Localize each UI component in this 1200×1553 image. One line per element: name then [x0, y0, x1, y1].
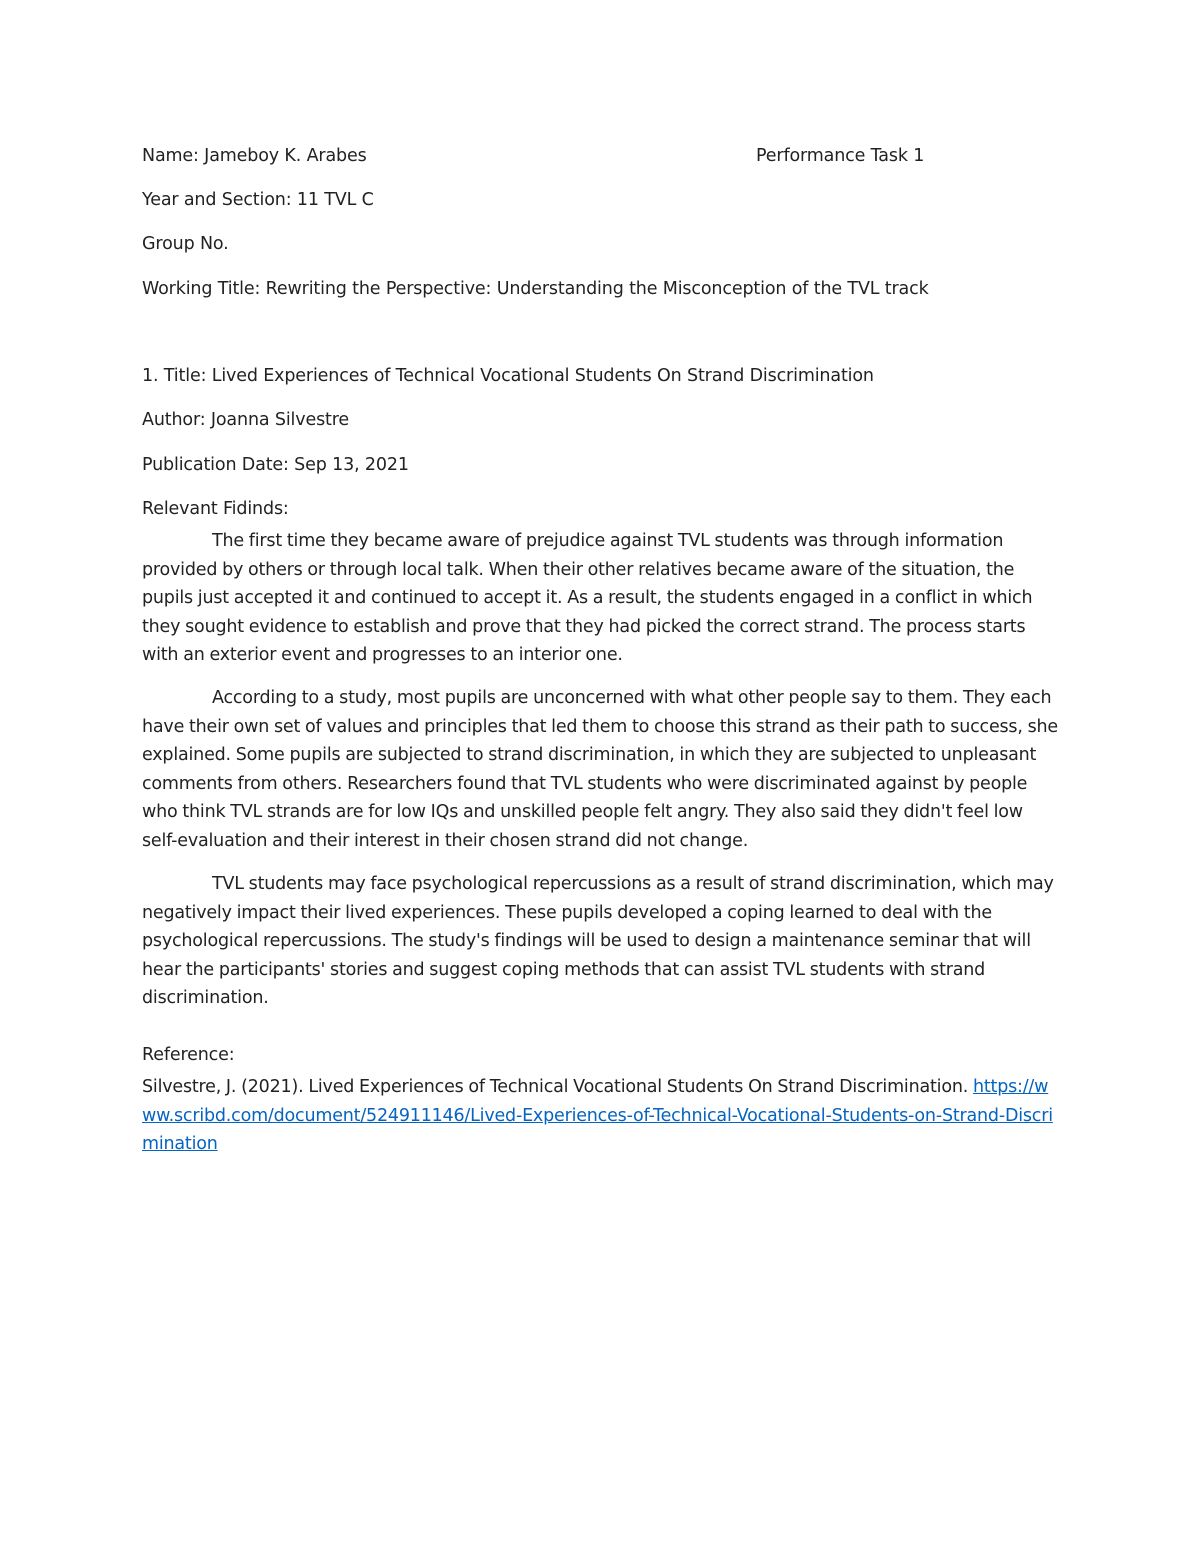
findings-paragraph-2: According to a study, most pupils are unconcerned with what other people say to them. They each have their own set of values and principles that led them to choose this strand as their path to success, she explained. Some pupils are subjected to strand discrimination, in which they are subjected to unpleasant comments from others. Researchers found that TVL students who were discriminated against by people who think TVL strands are for low IQs and unskilled people felt angry. They also said they didn't feel low self-evaluation and their interest in their chosen strand did not change. [142, 688, 1058, 851]
working-title: Working Title: Rewriting the Perspective: Understanding the Misconception of the TVL track [142, 279, 929, 299]
student-name: Name: Jameboy K. Arabes [142, 146, 367, 166]
findings-label: Relevant Fidinds: [142, 499, 289, 519]
task-label: Performance Task 1 [756, 146, 925, 166]
publication-date: Publication Date: Sep 13, 2021 [142, 455, 409, 475]
findings-paragraph-1: The first time they became aware of prejudice against TVL students was through information provided by others or through local talk. When their other relatives became aware of the situation, the pupils just accepted it and continued to accept it. As a result, the students engaged in a conflict in which they sought evidence to establish and prove that they had picked the correct strand. The process starts with an exterior event and progresses to an interior one. [142, 531, 1033, 666]
reference-link[interactable]: https://www.scribd.com/document/524911146/Lived-Experiences-of-Technical-Vocational-Students-on-Strand-Discrimination [142, 1077, 1053, 1155]
reference-entry [142, 1073, 1062, 1159]
source-author: Author: Joanna Silvestre [142, 410, 350, 430]
year-section: Year and Section: 11 TVL C [142, 190, 374, 210]
group-number: Group No. [142, 234, 229, 254]
reference-citation: Silvestre, J. (2021). Lived Experiences of Technical Vocational Students On Strand Discrimination. [142, 1077, 969, 1097]
source-title: 1. Title: Lived Experiences of Technical Vocational Students On Strand Discrimination [142, 366, 874, 386]
findings-paragraph-3: TVL students may face psychological repercussions as a result of strand discrimination, which may negatively impact their lived experiences. These pupils developed a coping learned to deal with the psychological repercussions. The study's findings will be used to design a maintenance seminar that will hear the participants' stories and suggest coping methods that can assist TVL students with strand discrimination. [142, 874, 1054, 1009]
reference-label: Reference: [142, 1045, 235, 1065]
